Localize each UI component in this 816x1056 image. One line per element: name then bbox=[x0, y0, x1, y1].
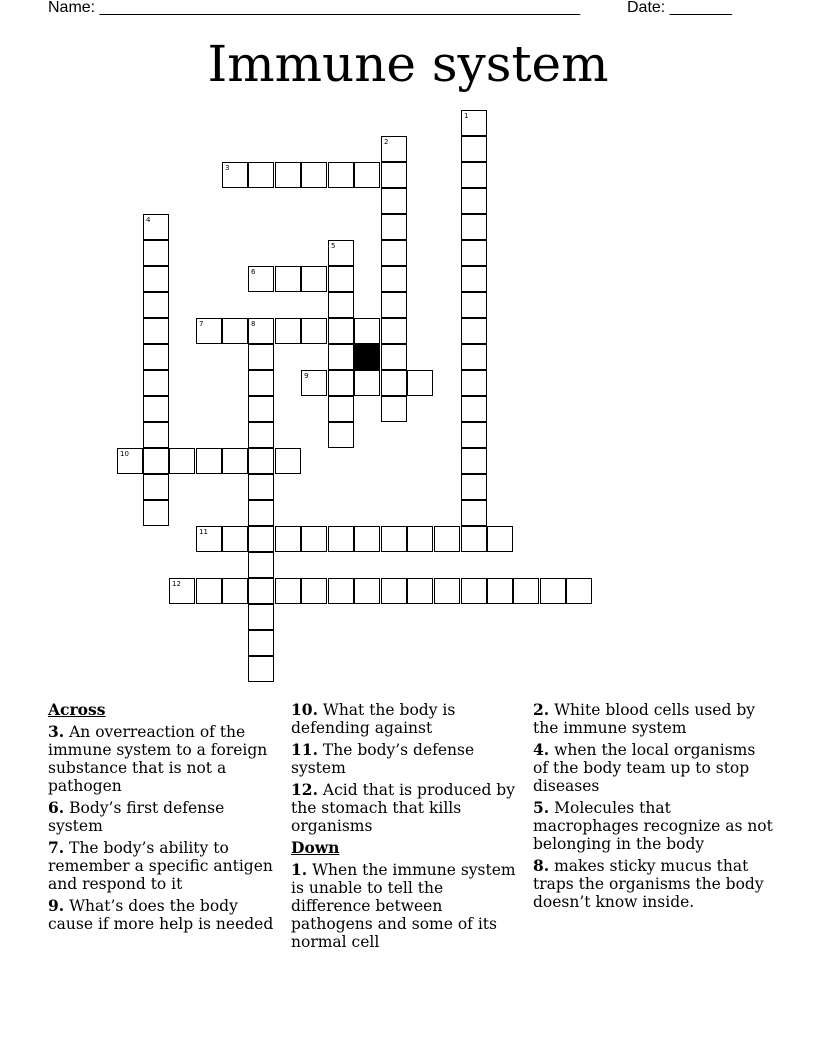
grid-cell[interactable] bbox=[381, 578, 407, 604]
grid-cell[interactable] bbox=[381, 162, 407, 188]
grid-cell[interactable] bbox=[381, 396, 407, 422]
grid-cell[interactable] bbox=[248, 500, 274, 526]
grid-cell[interactable] bbox=[248, 578, 274, 604]
clue-down-2 bbox=[533, 701, 773, 737]
grid-cell[interactable] bbox=[461, 110, 487, 136]
clue-text: What’s does the body cause if more help is needed bbox=[48, 897, 274, 933]
grid-cell[interactable] bbox=[354, 526, 380, 552]
black-cell bbox=[354, 344, 380, 370]
grid-cell[interactable] bbox=[143, 240, 169, 266]
grid-cell[interactable] bbox=[301, 318, 327, 344]
grid-cell[interactable] bbox=[381, 240, 407, 266]
grid-cell[interactable] bbox=[248, 630, 274, 656]
grid-cell[interactable] bbox=[354, 578, 380, 604]
grid-cell[interactable] bbox=[143, 214, 169, 240]
grid-cell[interactable] bbox=[354, 318, 380, 344]
grid-cell[interactable] bbox=[328, 266, 354, 292]
clue-text: White blood cells used by the immune system bbox=[533, 701, 755, 737]
grid-cell[interactable] bbox=[354, 162, 380, 188]
grid-cell[interactable] bbox=[461, 370, 487, 396]
grid-cell[interactable] bbox=[248, 552, 274, 578]
grid-cell[interactable] bbox=[169, 578, 195, 604]
clue-down-4 bbox=[533, 741, 773, 795]
grid-cell[interactable] bbox=[248, 344, 274, 370]
cell-number: 7 bbox=[199, 320, 204, 328]
clue-number: 12. bbox=[291, 780, 318, 799]
across-heading: Across bbox=[48, 700, 106, 719]
grid-cell[interactable] bbox=[248, 396, 274, 422]
grid-cell[interactable] bbox=[381, 344, 407, 370]
clue-number: 11. bbox=[291, 740, 318, 759]
grid-cell[interactable] bbox=[461, 266, 487, 292]
grid-cell[interactable] bbox=[434, 578, 460, 604]
grid-cell[interactable] bbox=[461, 214, 487, 240]
grid-cell[interactable] bbox=[487, 578, 513, 604]
grid-cell[interactable] bbox=[301, 162, 327, 188]
clue-down-5 bbox=[533, 799, 773, 853]
grid-cell[interactable] bbox=[301, 578, 327, 604]
grid-cell[interactable] bbox=[461, 344, 487, 370]
grid-cell[interactable] bbox=[328, 370, 354, 396]
grid-cell[interactable] bbox=[328, 396, 354, 422]
clue-down-8 bbox=[533, 857, 773, 911]
grid-cell[interactable] bbox=[461, 422, 487, 448]
grid-cell[interactable] bbox=[328, 318, 354, 344]
grid-cell[interactable] bbox=[434, 526, 460, 552]
grid-cell[interactable] bbox=[461, 136, 487, 162]
grid-cell[interactable] bbox=[381, 214, 407, 240]
cell-number: 11 bbox=[199, 528, 208, 536]
cell-number: 12 bbox=[172, 580, 181, 588]
cell-number: 6 bbox=[251, 268, 256, 276]
grid-cell[interactable] bbox=[381, 188, 407, 214]
grid-cell[interactable] bbox=[143, 396, 169, 422]
grid-cell[interactable] bbox=[461, 526, 487, 552]
date-field-label: Date: _______ bbox=[627, 0, 732, 16]
grid-cell[interactable] bbox=[407, 526, 433, 552]
grid-cell[interactable] bbox=[275, 526, 301, 552]
down-heading: Down bbox=[291, 838, 340, 857]
grid-cell[interactable] bbox=[461, 474, 487, 500]
grid-cell[interactable] bbox=[540, 578, 566, 604]
grid-cell[interactable] bbox=[169, 448, 195, 474]
grid-cell[interactable] bbox=[328, 162, 354, 188]
clue-number: 8. bbox=[533, 856, 550, 875]
grid-cell[interactable] bbox=[381, 292, 407, 318]
grid-cell[interactable] bbox=[222, 578, 248, 604]
clue-number: 9. bbox=[48, 896, 65, 915]
page-title: Immune system bbox=[207, 35, 609, 93]
grid-cell[interactable] bbox=[461, 500, 487, 526]
clue-text: An overreaction of the immune system to a foreign substance that is not a pathogen bbox=[48, 723, 268, 795]
clues-column-2 bbox=[291, 701, 526, 955]
grid-cell[interactable] bbox=[143, 370, 169, 396]
grid-cell[interactable] bbox=[461, 396, 487, 422]
grid-cell[interactable] bbox=[328, 240, 354, 266]
grid-cell[interactable] bbox=[222, 318, 248, 344]
grid-cell[interactable] bbox=[381, 136, 407, 162]
grid-cell[interactable] bbox=[248, 474, 274, 500]
clue-number: 1. bbox=[291, 860, 308, 879]
cell-number: 3 bbox=[225, 164, 230, 172]
grid-cell[interactable] bbox=[196, 448, 222, 474]
grid-cell[interactable] bbox=[143, 266, 169, 292]
grid-cell[interactable] bbox=[248, 526, 274, 552]
grid-cell[interactable] bbox=[248, 604, 274, 630]
grid-cell[interactable] bbox=[143, 318, 169, 344]
grid-cell[interactable] bbox=[301, 266, 327, 292]
name-field-label: Name: ______________________________________________________ bbox=[48, 0, 581, 16]
grid-cell[interactable] bbox=[328, 422, 354, 448]
grid-cell[interactable] bbox=[196, 526, 222, 552]
clue-number: 3. bbox=[48, 722, 65, 741]
clue-number: 10. bbox=[291, 700, 318, 719]
grid-cell[interactable] bbox=[461, 292, 487, 318]
grid-cell[interactable] bbox=[222, 448, 248, 474]
grid-cell[interactable] bbox=[461, 578, 487, 604]
clue-text: The body’s defense system bbox=[291, 741, 475, 777]
grid-cell[interactable] bbox=[328, 344, 354, 370]
clue-text: When the immune system is unable to tell the difference between pathogens and some of its normal cell bbox=[291, 861, 516, 951]
grid-cell[interactable] bbox=[461, 240, 487, 266]
clue-text: makes sticky mucus that traps the organisms the body doesn’t know inside. bbox=[533, 857, 764, 911]
grid-cell[interactable] bbox=[143, 422, 169, 448]
clues-column-1 bbox=[48, 701, 283, 937]
grid-cell[interactable] bbox=[248, 266, 274, 292]
clue-across-12 bbox=[291, 781, 526, 835]
clue-text: The body’s ability to remember a specific antigen and respond to it bbox=[48, 839, 273, 893]
grid-cell[interactable] bbox=[301, 370, 327, 396]
grid-cell[interactable] bbox=[248, 318, 274, 344]
grid-cell[interactable] bbox=[143, 344, 169, 370]
clue-text: when the local organisms of the body team up to stop diseases bbox=[533, 741, 756, 795]
clue-number: 4. bbox=[533, 740, 550, 759]
clue-text: Acid that is produced by the stomach that kills organisms bbox=[291, 781, 515, 835]
cell-number: 10 bbox=[120, 450, 129, 458]
grid-cell[interactable] bbox=[196, 578, 222, 604]
grid-cell[interactable] bbox=[275, 318, 301, 344]
cell-number: 8 bbox=[251, 320, 256, 328]
grid-cell[interactable] bbox=[248, 422, 274, 448]
clue-across-11 bbox=[291, 741, 526, 777]
clue-number: 5. bbox=[533, 798, 550, 817]
clue-across-3 bbox=[48, 723, 283, 795]
grid-cell[interactable] bbox=[143, 500, 169, 526]
clue-text: Molecules that macrophages recognize as not belonging in the body bbox=[533, 799, 773, 853]
grid-cell[interactable] bbox=[248, 162, 274, 188]
grid-cell[interactable] bbox=[381, 526, 407, 552]
grid-cell[interactable] bbox=[461, 318, 487, 344]
grid-cell[interactable] bbox=[248, 370, 274, 396]
grid-cell[interactable] bbox=[275, 266, 301, 292]
grid-cell[interactable] bbox=[461, 188, 487, 214]
grid-cell[interactable] bbox=[143, 292, 169, 318]
grid-cell[interactable] bbox=[513, 578, 539, 604]
grid-cell[interactable] bbox=[143, 474, 169, 500]
grid-cell[interactable] bbox=[222, 162, 248, 188]
cell-number: 9 bbox=[304, 372, 309, 380]
grid-cell[interactable] bbox=[275, 578, 301, 604]
grid-cell[interactable] bbox=[461, 448, 487, 474]
clue-across-9 bbox=[48, 897, 283, 933]
grid-cell[interactable] bbox=[196, 318, 222, 344]
cell-number: 5 bbox=[331, 242, 336, 250]
clue-text: What the body is defending against bbox=[291, 701, 456, 737]
grid-cell[interactable] bbox=[275, 448, 301, 474]
clue-text: Body’s first defense system bbox=[48, 799, 225, 835]
clue-across-7 bbox=[48, 839, 283, 893]
grid-cell[interactable] bbox=[222, 526, 248, 552]
grid-cell[interactable] bbox=[248, 448, 274, 474]
clue-number: 2. bbox=[533, 700, 550, 719]
clue-number: 6. bbox=[48, 798, 65, 817]
grid-cell[interactable] bbox=[381, 318, 407, 344]
grid-cell[interactable] bbox=[354, 370, 380, 396]
grid-cell[interactable] bbox=[275, 162, 301, 188]
grid-cell[interactable] bbox=[381, 370, 407, 396]
grid-cell[interactable] bbox=[566, 578, 592, 604]
clues-column-3 bbox=[533, 701, 773, 915]
grid-cell[interactable] bbox=[407, 578, 433, 604]
clue-across-10 bbox=[291, 701, 526, 737]
grid-cell[interactable] bbox=[461, 162, 487, 188]
grid-cell[interactable] bbox=[301, 526, 327, 552]
grid-cell[interactable] bbox=[328, 526, 354, 552]
grid-cell[interactable] bbox=[328, 292, 354, 318]
clue-number: 7. bbox=[48, 838, 65, 857]
grid-cell[interactable] bbox=[248, 656, 274, 682]
clue-across-6 bbox=[48, 799, 283, 835]
grid-cell[interactable] bbox=[487, 526, 513, 552]
grid-cell[interactable] bbox=[117, 448, 143, 474]
grid-cell[interactable] bbox=[381, 266, 407, 292]
cell-number: 1 bbox=[464, 112, 469, 120]
cell-number: 2 bbox=[384, 138, 389, 146]
grid-cell[interactable] bbox=[328, 578, 354, 604]
clue-down-1 bbox=[291, 861, 526, 951]
cell-number: 4 bbox=[146, 216, 151, 224]
grid-cell[interactable] bbox=[143, 448, 169, 474]
grid-cell[interactable] bbox=[407, 370, 433, 396]
